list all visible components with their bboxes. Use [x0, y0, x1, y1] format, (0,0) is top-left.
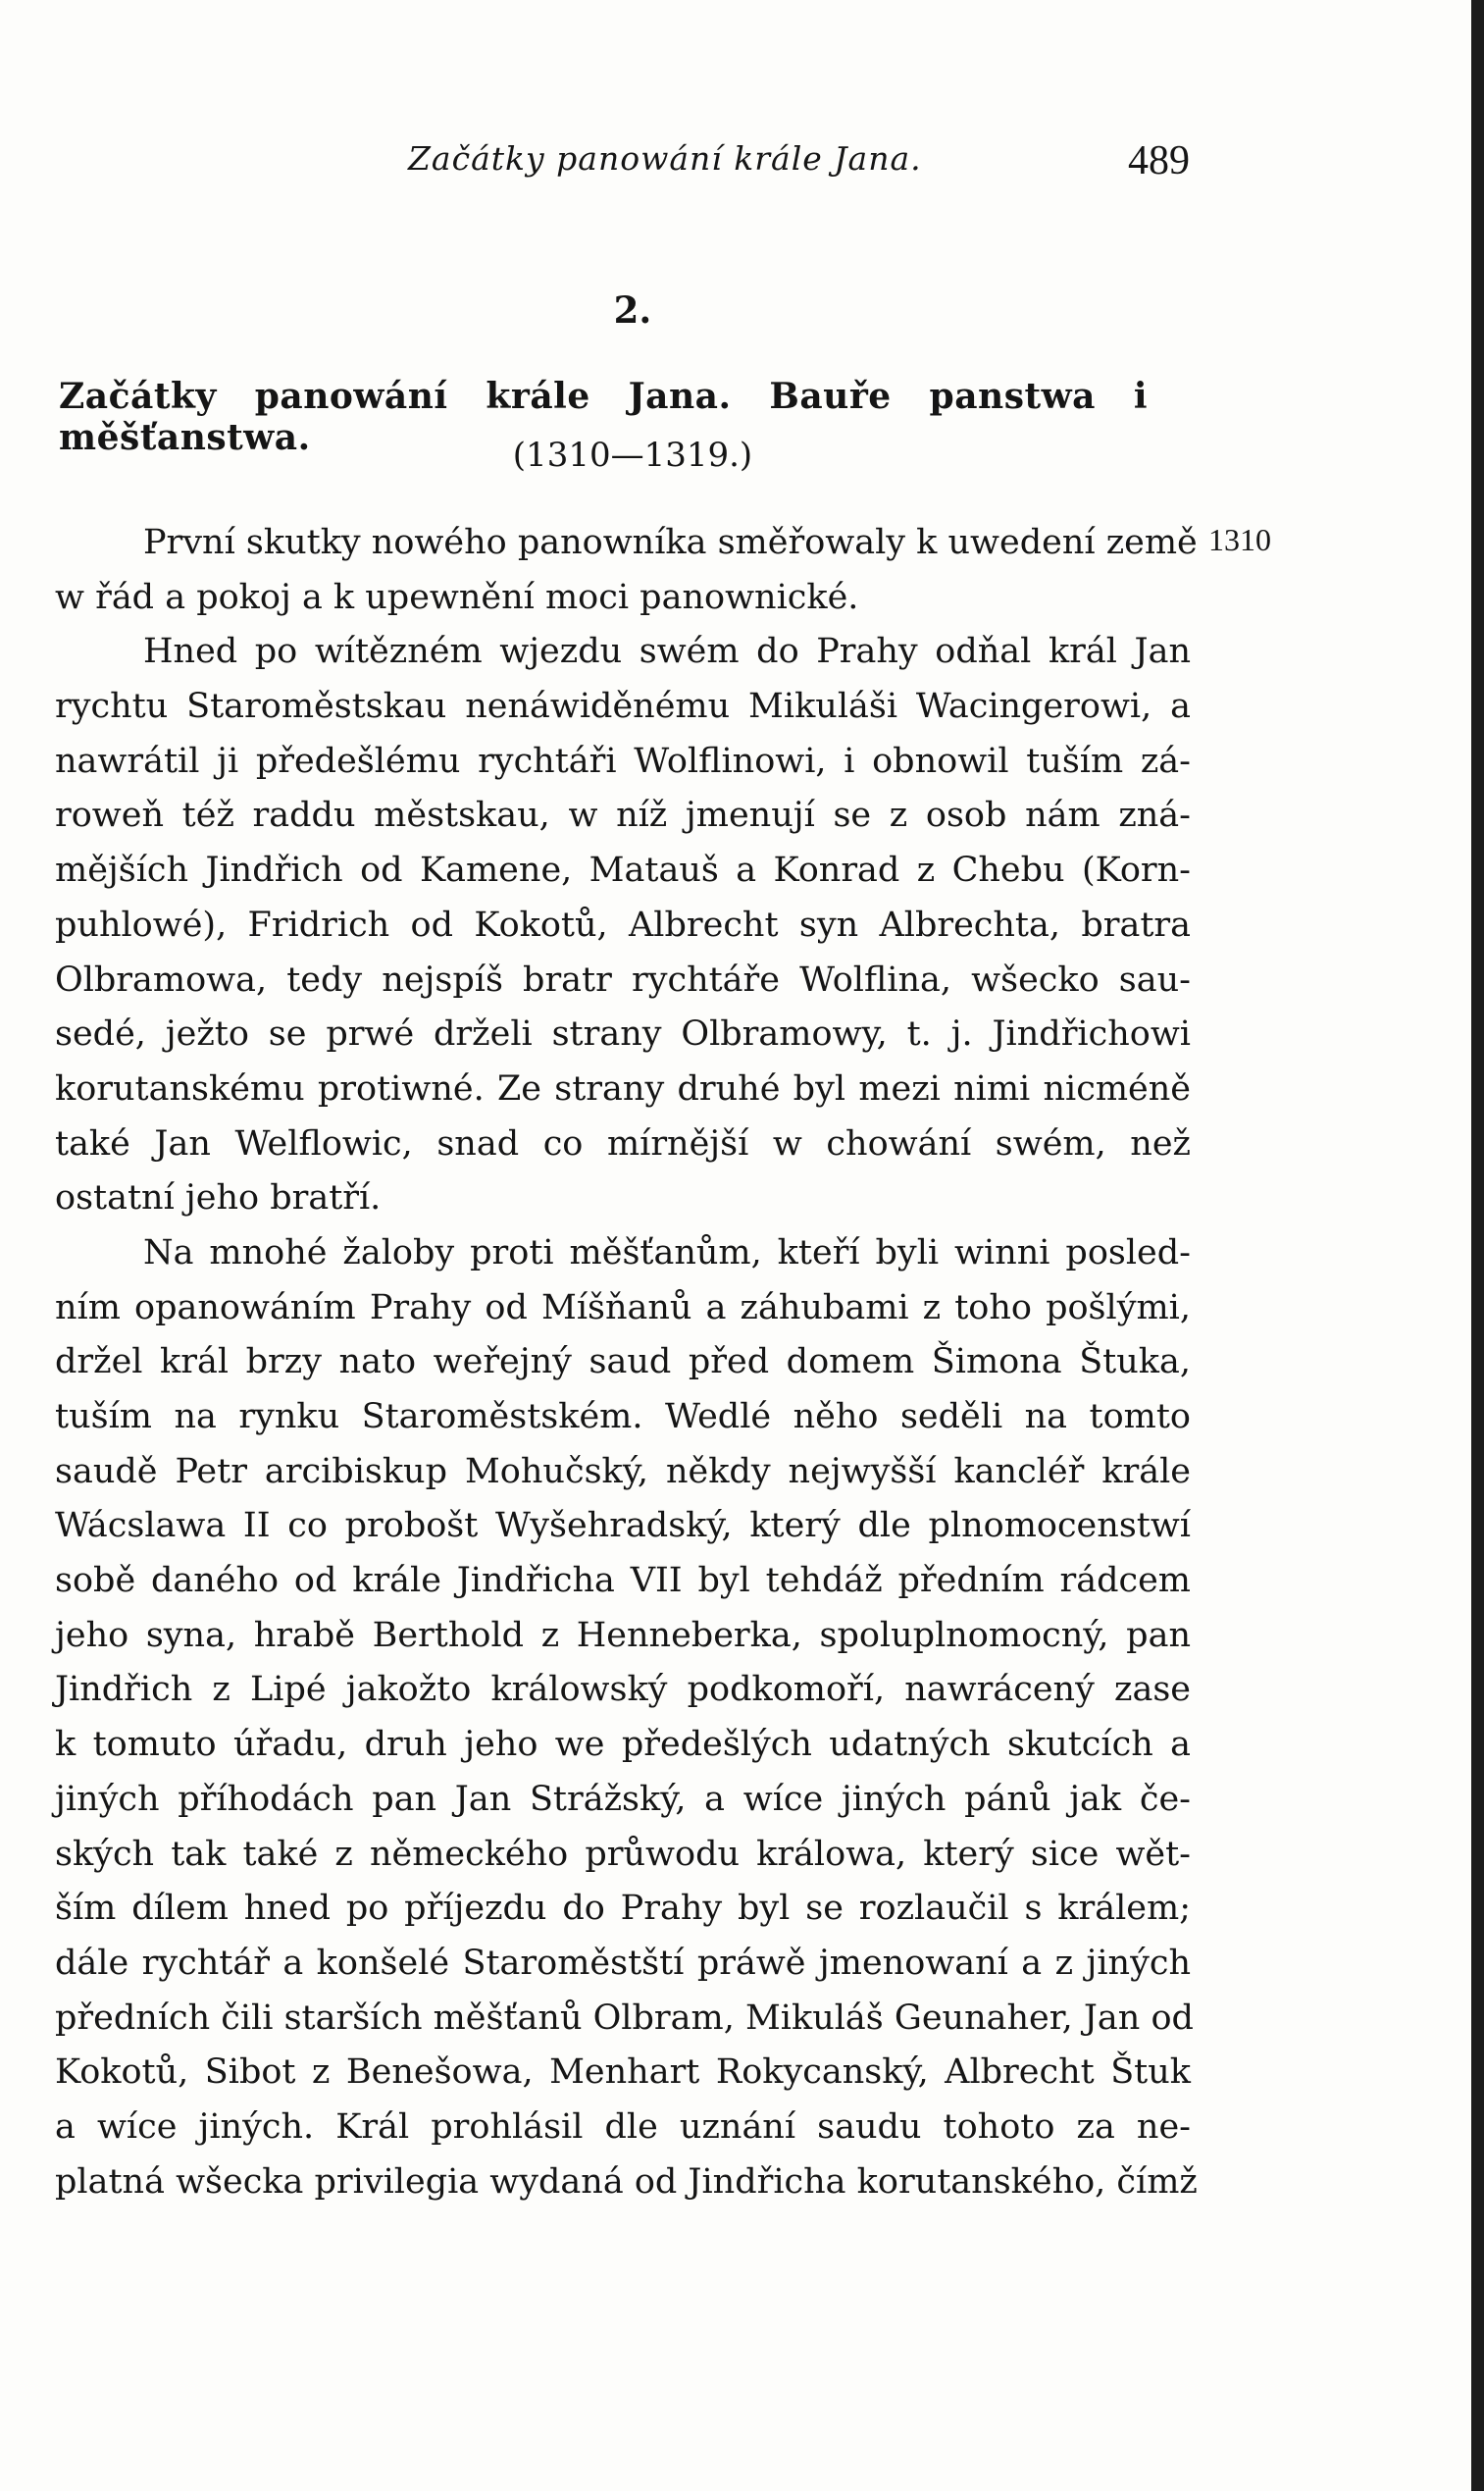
text-line: Kokotů, Sibot z Benešowa, Menhart Rokycanský, Albrecht Štuk: [55, 2052, 1191, 2093]
text-line: Olbramowa, tedy nejspíš bratr rychtáře Wolflina, wšecko sau-: [55, 960, 1191, 1000]
section-number: 2.: [613, 288, 652, 332]
text-line: k tomuto úřadu, druh jeho we předešlých udatných skutcích a: [55, 1725, 1191, 1765]
text-line: sobě daného od krále Jindřicha VII byl tehdáž předním rádcem: [55, 1561, 1191, 1601]
text-line: puhlowé), Fridrich od Kokotů, Albrecht syn Albrechta, bratra: [55, 905, 1191, 945]
text-line: jeho syna, hrabě Berthold z Henneberka, spoluplnomocný, pan: [55, 1615, 1191, 1655]
running-title: Začátky panowání krále Jana.: [408, 139, 922, 178]
text-line: saudě Petr arcibiskup Mohučský, někdy nejwyšší kancléř krále: [55, 1451, 1191, 1491]
text-line: ských tak také z německého průwodu králowa, který sice wět-: [55, 1834, 1191, 1874]
text-line: Hned po wítězném wjezdu swém do Prahy odňal král Jan: [143, 632, 1191, 672]
text-line: sedé, ježto se prwé drželi strany Olbramowy, t. j. Jindřichowi: [55, 1014, 1191, 1055]
text-line: jiných příhodách pan Jan Strážský, a wíce jiných pánů jak če-: [55, 1779, 1191, 1819]
text-line: w řád a pokoj a k upewnění moci panownické.: [55, 577, 859, 617]
section-title: Začátky panowání krále Jana. Bauře panstwa i měšťanstwa.: [59, 376, 1148, 458]
text-line: a wíce jiných. Král prohlásil dle uznání saudu tohoto za ne-: [55, 2106, 1191, 2147]
section-years: (1310—1319.): [512, 436, 753, 475]
text-line: tuším na rynku Staroměstském. Wedlé něho seděli na tomto: [55, 1397, 1191, 1436]
body-text: [55, 516, 1198, 2209]
text-line: Wácslawa II co probošt Wyšehradský, který dle plnomocenstwí: [55, 1506, 1191, 1546]
text-line: nawrátil ji předešlému rychtáři Wolflinowi, i obnowil tuším zá-: [55, 741, 1191, 781]
text-line: Na mnohé žaloby proti měšťanům, kteří byli winni posled-: [143, 1232, 1191, 1272]
margin-year-note: 1310: [1208, 522, 1271, 557]
text-line: dále rychtář a konšelé Staroměstští práwě jmenowaní a z jiných: [55, 1943, 1191, 1983]
text-line: rychtu Staroměstskau nenáwiděnému Mikuláši Wacingerowi, a: [55, 687, 1191, 727]
text-line: platná wšecka privilegia wydaná od Jindřicha korutanského, čímž: [55, 2161, 1198, 2202]
text-line: První skutky nowého panowníka směřowaly k uwedení země: [143, 523, 1198, 562]
text-line: Jindřich z Lipé jakožto králowský podkomoří, nawrácený zase: [55, 1670, 1191, 1710]
page-number: 489: [1128, 138, 1190, 183]
page-edge-shadow: [1471, 0, 1484, 2491]
text-line: ním opanowáním Prahy od Míšňanů a záhubami z toho pošlými,: [55, 1287, 1191, 1327]
text-line: držel král brzy nato weřejný saud před domem Šimona Štuka,: [55, 1342, 1191, 1382]
text-line: mějších Jindřich od Kamene, Matauš a Konrad z Chebu (Korn-: [55, 851, 1191, 891]
text-line: předních čili starších měšťanů Olbram, Mikuláš Geunaher, Jan od: [55, 1998, 1194, 2038]
text-line: ostatní jeho bratří.: [55, 1178, 382, 1219]
text-line: ším dílem hned po příjezdu do Prahy byl se rozlaučil s králem;: [55, 1889, 1191, 1929]
text-line: roweň též raddu městskau, w níž jmenují se z osob nám zná-: [55, 796, 1191, 836]
text-line: korutanskému protiwné. Ze strany druhé byl mezi nimi nicméně: [55, 1068, 1191, 1109]
text-line: také Jan Welflowic, snad co mírnější w chowání swém, než: [55, 1123, 1191, 1164]
